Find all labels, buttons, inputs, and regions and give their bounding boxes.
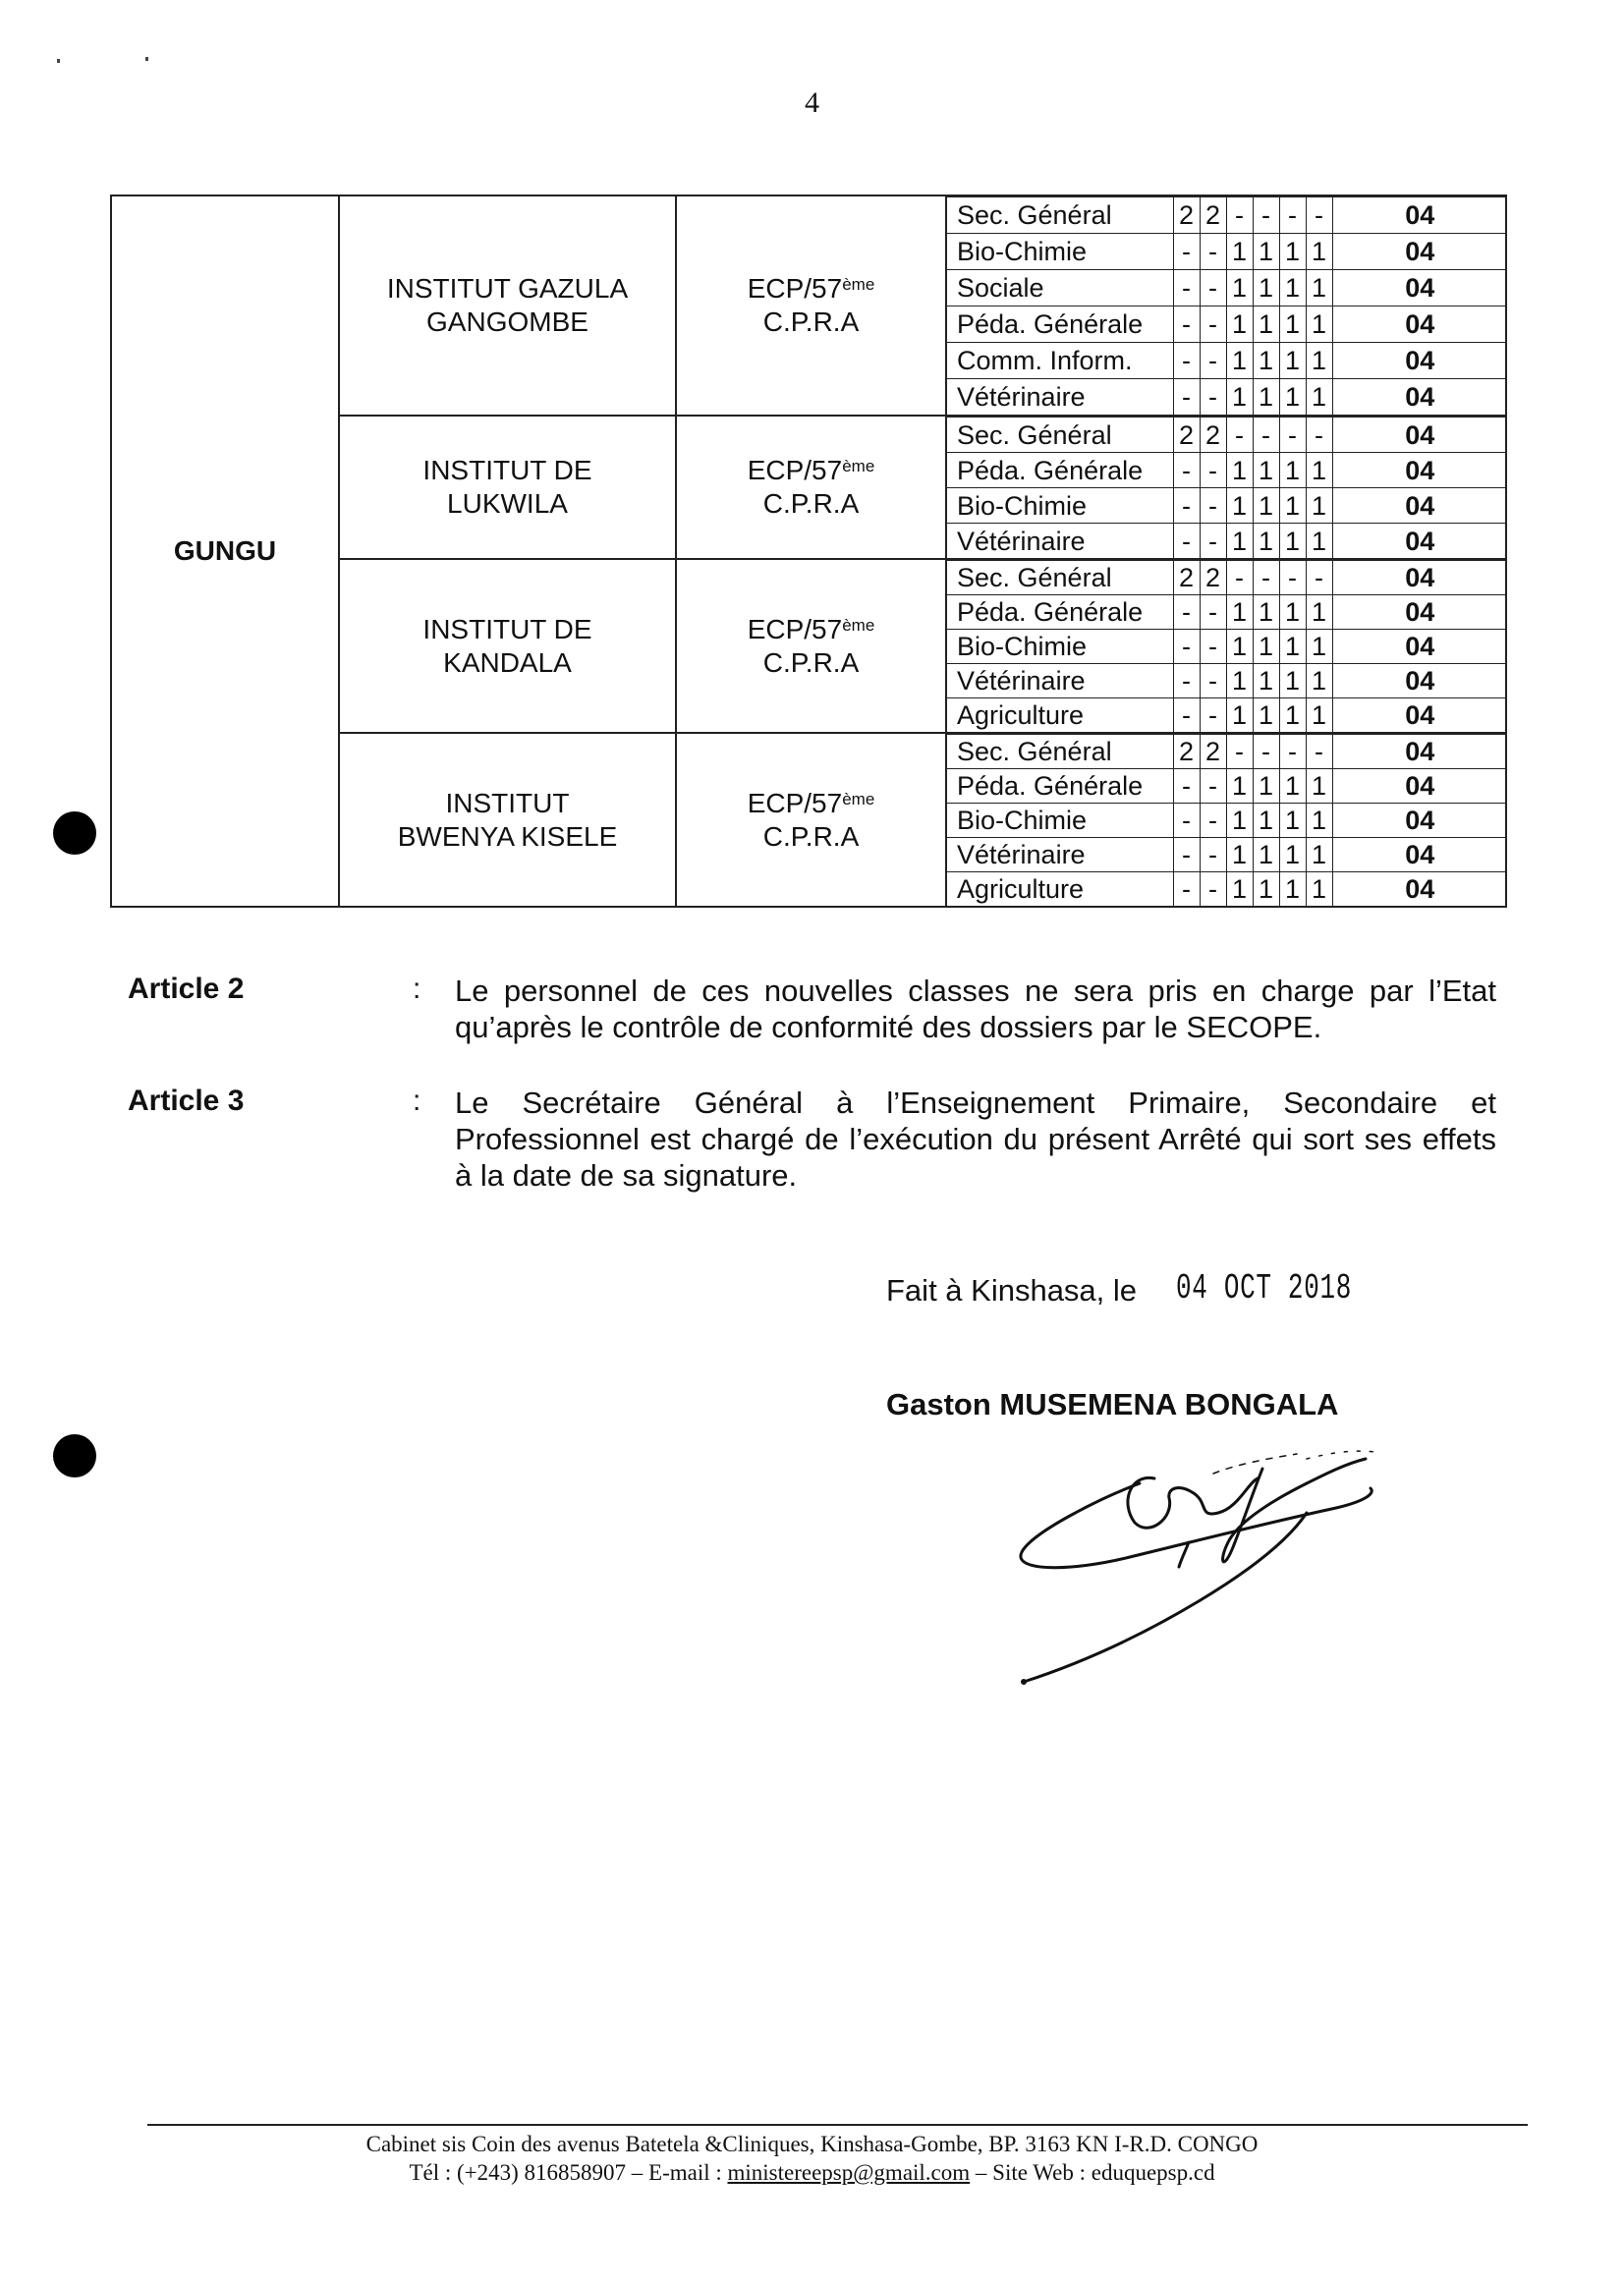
school-name-line: GANGOMBE [426,306,588,337]
class-count: 1 [1253,698,1279,733]
option-row [947,379,1507,416]
footer-rule [147,2124,1528,2126]
class-count: 1 [1253,804,1279,838]
class-count: 2 [1200,418,1226,453]
class-count: 2 [1173,418,1200,453]
article-2-colon: : [413,973,421,1005]
option-name: Vétérinaire [947,664,1173,698]
school-name-line: INSTITUT DE [422,455,592,485]
school-code-line [677,787,945,820]
option-name: Agriculture [947,698,1173,733]
class-count: - [1279,735,1306,769]
school-code-superscript: ème [842,789,875,808]
option-name: Bio-Chimie [947,234,1173,270]
school-row [111,195,1506,416]
class-count: 1 [1279,234,1306,270]
options-table [947,417,1507,558]
class-count: 1 [1253,379,1279,416]
class-count: - [1200,630,1226,664]
binder-hole [53,1434,96,1477]
option-name: Sec. Général [947,418,1173,453]
school-name-cell [339,195,676,416]
class-count: - [1200,524,1226,559]
option-row [947,343,1507,379]
school-name-line: INSTITUT [445,787,570,818]
footer-address: Cabinet sis Coin des avenus Batetela &Cliniques, Kinshasa-Gombe, BP. 3163 KN I-R.D. CONGO [365,2132,1259,2156]
class-count: 1 [1253,488,1279,524]
option-name: Vétérinaire [947,524,1173,559]
option-total: 04 [1332,453,1507,488]
class-count: 2 [1200,561,1226,595]
option-total: 04 [1332,735,1507,769]
option-row [947,664,1507,698]
school-code-line2: C.P.R.A [762,646,860,678]
class-count: 1 [1226,343,1253,379]
class-count: 1 [1279,804,1306,838]
school-name-cell [339,733,676,907]
option-name: Sec. Général [947,197,1173,234]
footer-website: – Site Web : eduquepsp.cd [970,2160,1215,2185]
option-name: Sec. Général [947,735,1173,769]
class-count: 1 [1306,524,1332,559]
option-total: 04 [1332,234,1507,270]
class-count: 2 [1173,735,1200,769]
school-name-cell [339,416,676,559]
school-code-line [677,272,945,306]
class-count: 1 [1253,664,1279,698]
scan-speck [145,57,148,61]
class-count: - [1173,306,1200,343]
option-total: 04 [1332,524,1507,559]
option-total: 04 [1332,630,1507,664]
option-name: Sociale [947,270,1173,306]
class-count: 1 [1226,838,1253,872]
class-count: 2 [1200,735,1226,769]
class-count: - [1279,197,1306,234]
school-name-line: KANDALA [443,646,572,678]
class-count: - [1306,418,1332,453]
class-count: - [1200,838,1226,872]
class-count: - [1200,306,1226,343]
option-name: Péda. Générale [947,306,1173,343]
class-count: 1 [1226,595,1253,630]
class-count: 1 [1253,453,1279,488]
class-count: 1 [1279,769,1306,804]
class-count: - [1173,664,1200,698]
class-count: 2 [1200,197,1226,234]
class-count: 1 [1279,872,1306,907]
class-count: - [1200,488,1226,524]
class-count: - [1200,453,1226,488]
class-count: 1 [1279,838,1306,872]
class-count: 1 [1279,453,1306,488]
class-count: - [1226,197,1253,234]
class-count: 1 [1226,664,1253,698]
class-count: 1 [1306,698,1332,733]
class-count: 1 [1306,270,1332,306]
option-name: Bio-Chimie [947,488,1173,524]
school-code-cell [676,195,946,416]
class-count: 1 [1226,306,1253,343]
option-name: Péda. Générale [947,595,1173,630]
class-count: 1 [1253,234,1279,270]
class-count: 1 [1279,343,1306,379]
option-name: Péda. Générale [947,453,1173,488]
option-row [947,769,1507,804]
handwritten-signature [1012,1424,1405,1690]
class-count: - [1200,595,1226,630]
class-count: 1 [1279,306,1306,343]
option-name: Vétérinaire [947,379,1173,416]
class-count: 1 [1253,630,1279,664]
option-total: 04 [1332,488,1507,524]
option-row [947,453,1507,488]
class-count: - [1226,418,1253,453]
footer-contact [0,2160,1624,2186]
class-count: - [1173,453,1200,488]
footer-tel: Tél : (+243) 816858907 [409,2160,627,2185]
option-total: 04 [1332,872,1507,907]
class-count: - [1200,872,1226,907]
school-code-cell [676,733,946,907]
article-3-label: Article 3 [128,1085,245,1117]
article-3-text: Le Secrétaire Général à l’Enseignement Primaire, Secondaire et Professionnel est chargé de l’exécution du présent Arrêté qui sort ses effets à la date de sa signature. [455,1086,1496,1193]
footer-email-link[interactable]: ministereepsp@gmail.com [727,2160,971,2185]
school-name-line: INSTITUT GAZULA [386,273,629,304]
school-code-cell [676,559,946,733]
school-code-cell [676,416,946,559]
options-table [947,734,1507,906]
option-row [947,872,1507,907]
options-cell [946,195,1506,416]
class-count: 1 [1306,664,1332,698]
class-count: 1 [1306,343,1332,379]
class-count: 1 [1253,595,1279,630]
option-name: Péda. Générale [947,769,1173,804]
option-total: 04 [1332,838,1507,872]
school-name-line: BWENYA KISELE [397,820,618,852]
option-total: 04 [1332,379,1507,416]
school-code-superscript: ème [842,457,875,475]
class-count: - [1173,838,1200,872]
options-cell [946,733,1506,907]
school-code: ECP/57 [747,613,843,644]
option-total: 04 [1332,270,1507,306]
class-count: - [1173,595,1200,630]
option-name: Sec. Général [947,561,1173,595]
class-count: - [1200,343,1226,379]
class-count: 1 [1226,698,1253,733]
class-count: - [1226,735,1253,769]
option-name: Bio-Chimie [947,630,1173,664]
class-count: 1 [1306,804,1332,838]
option-total: 04 [1332,698,1507,733]
class-count: - [1226,561,1253,595]
class-count: - [1173,379,1200,416]
school-code-line2: C.P.R.A [762,820,860,852]
option-row [947,630,1507,664]
option-row [947,735,1507,769]
school-code-line [677,613,945,646]
option-row [947,804,1507,838]
class-count: 1 [1226,630,1253,664]
option-row [947,698,1507,733]
class-count: 1 [1253,872,1279,907]
option-row [947,418,1507,453]
signatory-name: Gaston MUSEMENA BONGALA [886,1387,1339,1421]
class-count: 1 [1226,453,1253,488]
article-2-text: Le personnel de ces nouvelles classes ne sera pris en charge par l’Etat qu’après le contrôle de conformité des dossiers par le SECOPE. [455,974,1496,1044]
article-3-colon: : [413,1085,421,1117]
school-code: ECP/57 [747,455,843,485]
footer-email-label: – E-mail : [626,2160,728,2185]
class-count: 1 [1226,270,1253,306]
options-cell [946,559,1506,733]
school-code-superscript: ème [842,275,875,294]
class-count: - [1173,804,1200,838]
option-total: 04 [1332,595,1507,630]
class-count: 1 [1226,524,1253,559]
option-row [947,234,1507,270]
class-count: - [1173,488,1200,524]
binder-hole [53,811,96,855]
class-count: - [1173,872,1200,907]
class-count: 1 [1306,630,1332,664]
class-count: 1 [1226,872,1253,907]
scan-speck [57,59,60,63]
class-count: 1 [1279,379,1306,416]
class-count: - [1200,664,1226,698]
class-count: 1 [1226,234,1253,270]
class-count: 1 [1253,838,1279,872]
class-count: 1 [1253,343,1279,379]
class-count: - [1200,270,1226,306]
class-count: - [1173,698,1200,733]
class-count: - [1253,418,1279,453]
class-count: - [1200,769,1226,804]
option-total: 04 [1332,561,1507,595]
class-count: 1 [1306,234,1332,270]
option-name: Vétérinaire [947,838,1173,872]
school-code-line [677,454,945,487]
page-number: 4 [805,86,819,119]
school-code-line2: C.P.R.A [762,488,860,519]
class-count: - [1253,735,1279,769]
option-row [947,838,1507,872]
class-count: 1 [1226,379,1253,416]
class-count: - [1200,234,1226,270]
school-name-line: LUKWILA [447,488,568,519]
options-table [947,560,1507,732]
school-name-line: INSTITUT DE [422,613,592,644]
class-count: - [1306,561,1332,595]
class-count: - [1173,524,1200,559]
class-count: 1 [1279,664,1306,698]
class-count: - [1173,234,1200,270]
options-table [947,196,1507,415]
class-count: 1 [1253,306,1279,343]
option-total: 04 [1332,804,1507,838]
school-code-line2: C.P.R.A [762,306,860,337]
class-count: 1 [1306,769,1332,804]
class-count: 2 [1173,561,1200,595]
class-count: - [1279,561,1306,595]
class-count: 2 [1173,197,1200,234]
class-count: - [1173,630,1200,664]
class-count: - [1200,698,1226,733]
class-count: 1 [1279,488,1306,524]
class-count: 1 [1306,488,1332,524]
class-count: - [1279,418,1306,453]
class-count: - [1173,343,1200,379]
class-count: 1 [1279,630,1306,664]
class-count: - [1173,270,1200,306]
class-count: - [1173,769,1200,804]
option-row [947,524,1507,559]
class-count: 1 [1279,524,1306,559]
school-name-cell [339,559,676,733]
class-count: - [1200,379,1226,416]
school-code-superscript: ème [842,615,875,635]
option-total: 04 [1332,769,1507,804]
class-count: 1 [1253,769,1279,804]
option-row [947,561,1507,595]
option-total: 04 [1332,197,1507,234]
option-name: Agriculture [947,872,1173,907]
class-count: 1 [1279,698,1306,733]
class-count: 1 [1226,769,1253,804]
option-row [947,270,1507,306]
option-name: Comm. Inform. [947,343,1173,379]
option-total: 04 [1332,664,1507,698]
place-line: Fait à Kinshasa, le [886,1273,1138,1308]
class-count: 1 [1226,804,1253,838]
options-cell [946,416,1506,559]
schools-table [110,195,1507,908]
class-count: - [1200,804,1226,838]
class-count: 1 [1306,595,1332,630]
district-cell: GUNGU [111,195,339,907]
class-count: - [1306,735,1332,769]
school-code: ECP/57 [747,787,843,818]
class-count: 1 [1226,488,1253,524]
option-name: Bio-Chimie [947,804,1173,838]
class-count: 1 [1306,872,1332,907]
class-count: 1 [1306,838,1332,872]
class-count: 1 [1306,306,1332,343]
class-count: 1 [1253,524,1279,559]
option-total: 04 [1332,418,1507,453]
class-count: 1 [1253,270,1279,306]
option-total: 04 [1332,343,1507,379]
option-total: 04 [1332,306,1507,343]
class-count: 1 [1306,379,1332,416]
option-row [947,488,1507,524]
option-row [947,595,1507,630]
stamped-date: 04 OCT 2018 [1176,1268,1353,1309]
class-count: - [1253,561,1279,595]
class-count: 1 [1279,270,1306,306]
option-row [947,306,1507,343]
class-count: 1 [1306,453,1332,488]
article-2-label: Article 2 [128,973,245,1005]
option-row [947,197,1507,234]
class-count: 1 [1279,595,1306,630]
class-count: - [1306,197,1332,234]
school-code: ECP/57 [747,273,843,304]
class-count: - [1253,197,1279,234]
